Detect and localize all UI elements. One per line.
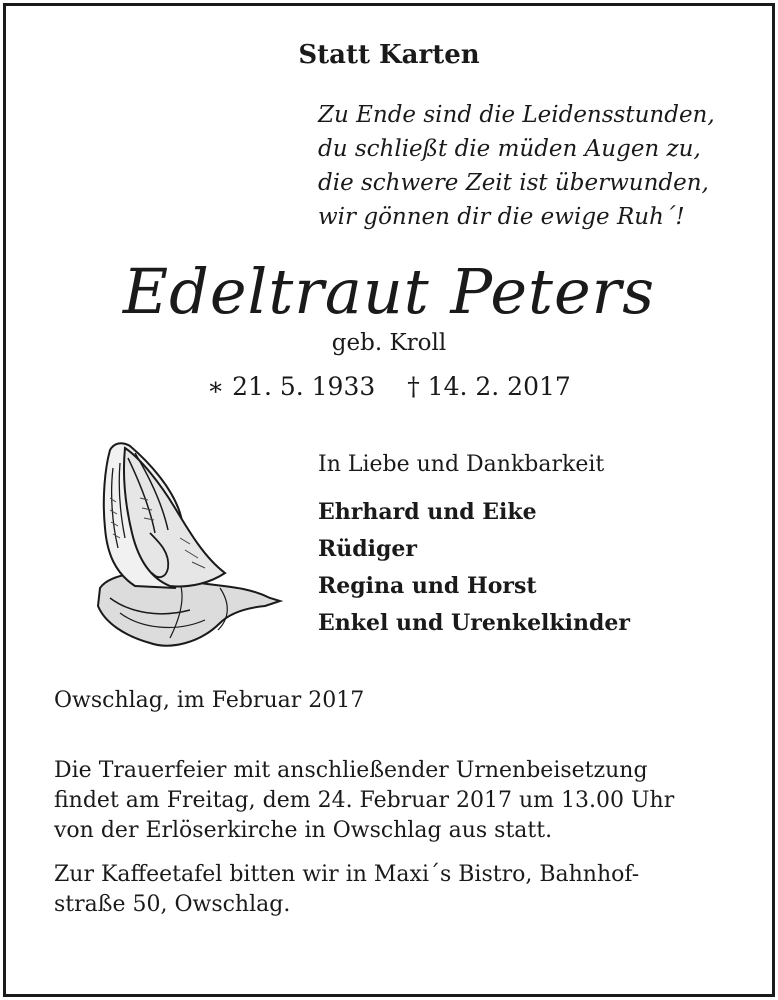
place-date: Owschlag, im Februar 2017 xyxy=(54,688,365,713)
coffee-notice xyxy=(54,860,639,920)
death-date: † 14. 2. 2017 xyxy=(407,372,571,401)
mourner-name: Ehrhard und Eike xyxy=(318,499,537,525)
ceremony-line: Die Trauerfeier mit anschließender Urnenbeisetzung xyxy=(54,758,648,783)
header-title: Statt Karten xyxy=(298,40,480,70)
poem xyxy=(318,98,758,234)
mourner-name: Rüdiger xyxy=(318,536,417,562)
mourner-name: Enkel und Urenkelkinder xyxy=(318,610,630,636)
poem-line: Zu Ende sind die Leidensstunden, xyxy=(318,102,715,128)
ceremony-notice xyxy=(54,756,674,846)
poem-line: die schwere Zeit ist überwunden, xyxy=(318,170,709,196)
ceremony-line: findet am Freitag, dem 24. Februar 2017 um 13.00 Uhr xyxy=(54,788,675,813)
coffee-line: Zur Kaffeetafel bitten wir in Maxi´s Bistro, Bahnhof- xyxy=(54,862,640,887)
deceased-name: Edeltraut Peters xyxy=(122,255,656,328)
ceremony-line: von der Erlöserkirche in Owschlag aus statt. xyxy=(54,818,553,843)
coffee-line: straße 50, Owschlag. xyxy=(54,892,291,917)
birth-date: ∗ 21. 5. 1933 xyxy=(207,372,376,401)
life-dates xyxy=(0,372,778,401)
poem-line: du schließt die müden Augen zu, xyxy=(318,136,701,162)
mourners-intro: In Liebe und Dankbarkeit xyxy=(318,452,605,477)
birth-name: geb. Kroll xyxy=(331,330,447,356)
mourner-name: Regina und Horst xyxy=(318,573,537,599)
praying-hands-icon xyxy=(80,438,285,653)
mourners-list xyxy=(318,494,630,642)
poem-line: wir gönnen dir die ewige Ruh´! xyxy=(318,204,685,230)
